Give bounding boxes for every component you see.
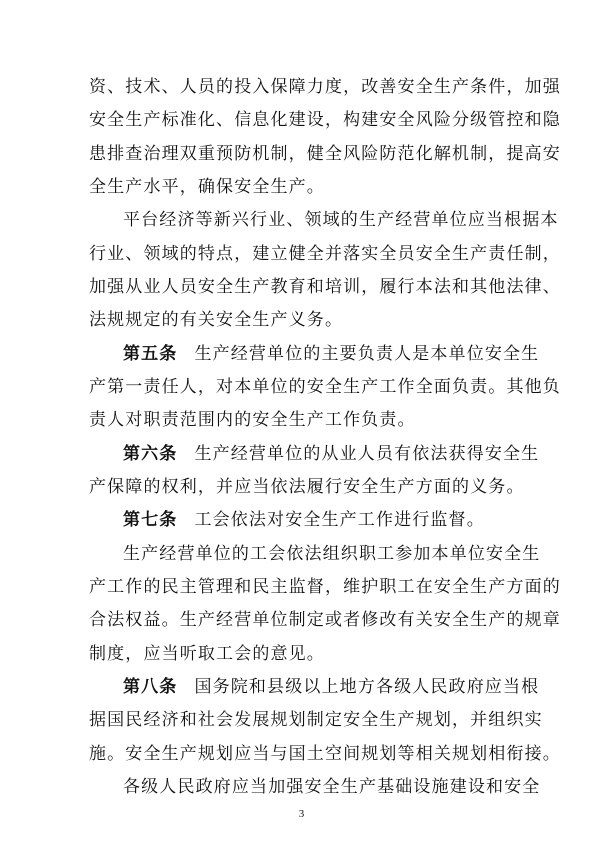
article-8-text: 国务院和县级以上地方各级人民政府应当根 xyxy=(194,677,540,697)
text-line: 患排查治理双重预防机制，健全风险防范化解机制，提高安 xyxy=(89,144,561,164)
article-7-text: 工会依法对安全生产工作进行监督。 xyxy=(194,510,485,530)
paragraph-start: 生产经营单位的工会依法组织职工参加本单位安全生 xyxy=(123,544,541,564)
text-line: 产第一责任人，对本单位的安全生产工作全面负责。其他负 xyxy=(89,377,561,397)
text-line: 资、技术、人员的投入保障力度，改善安全生产条件，加强 xyxy=(89,77,561,97)
text-line: 产工作的民主管理和民主监督，维护职工在安全生产方面的 xyxy=(89,577,561,597)
text-line: 施。安全生产规划应当与国土空间规划等相关规划相衔接。 xyxy=(89,744,561,764)
article-5-heading: 第五条 xyxy=(123,344,178,364)
article-6-text: 生产经营单位的从业人员有依法获得安全生 xyxy=(194,444,540,464)
article-7-line xyxy=(123,508,529,532)
text-line: 制度，应当听取工会的意见。 xyxy=(89,644,325,664)
page-number: 3 xyxy=(298,808,305,820)
text-line: 法规规定的有关安全生产义务。 xyxy=(89,310,344,330)
article-5-text: 生产经营单位的主要负责人是本单位安全生 xyxy=(194,344,540,364)
text-line: 行业、领域的特点，建立健全并落实全员安全生产责任制， xyxy=(89,244,561,264)
paragraph-start: 各级人民政府应当加强安全生产基础设施建设和安全 xyxy=(123,777,541,797)
text-line: 安全生产标准化、信息化建设，构建安全风险分级管控和隐 xyxy=(89,110,561,130)
paragraph-start: 平台经济等新兴行业、领域的生产经营单位应当根据本 xyxy=(123,210,559,230)
text-line: 全生产水平，确保安全生产。 xyxy=(89,177,325,197)
text-line: 据国民经济和社会发展规划制定安全生产规划，并组织实 xyxy=(89,710,543,730)
article-6-line xyxy=(123,442,540,466)
article-8-line xyxy=(123,675,540,699)
article-7-heading: 第七条 xyxy=(123,510,178,530)
text-line: 合法权益。生产经营单位制定或者修改有关安全生产的规章 xyxy=(89,610,561,630)
text-line: 产保障的权利，并应当依法履行安全生产方面的义务。 xyxy=(89,477,525,497)
article-5-line xyxy=(123,342,540,366)
text-line: 加强从业人员安全生产教育和培训，履行本法和其他法律、 xyxy=(89,277,561,297)
article-6-heading: 第六条 xyxy=(123,444,178,464)
text-line: 责人对职责范围内的安全生产工作负责。 xyxy=(89,410,416,430)
article-8-heading: 第八条 xyxy=(123,677,178,697)
